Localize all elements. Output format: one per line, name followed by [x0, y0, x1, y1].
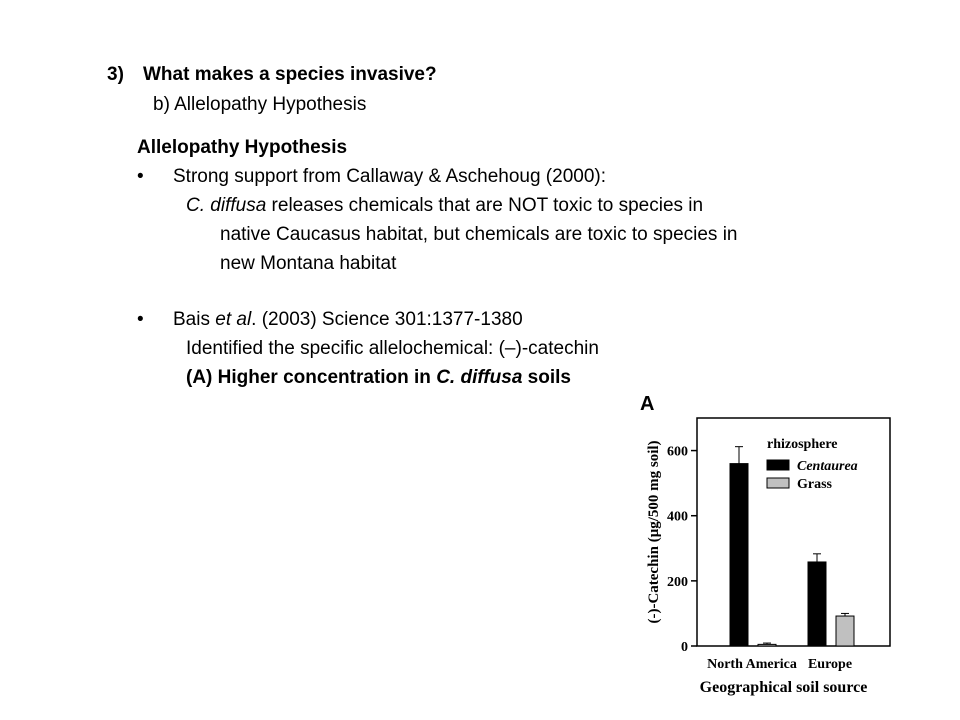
bullet-1: [137, 166, 606, 188]
legend-swatch-grass: [767, 478, 789, 488]
bullet-2-line-2: Identified the specific allelochemical: (–)-catechin: [186, 338, 599, 359]
y-tick-label: 0: [681, 640, 688, 655]
bar-grass-0: [758, 644, 776, 646]
legend-label-centaurea: Centaurea: [797, 459, 858, 474]
species-name: C. diffusa: [186, 195, 267, 216]
slide-subheading: b) Allelopathy Hypothesis: [153, 94, 367, 115]
bar-centaurea-0: [730, 464, 748, 646]
legend-label-grass: Grass: [797, 477, 832, 492]
x-axis-label: Geographical soil source: [699, 679, 868, 696]
y-tick-label: 200: [667, 574, 688, 590]
legend-swatch-centaurea: [767, 460, 789, 470]
y-tick-label: 600: [667, 444, 688, 460]
panel-label: A: [640, 393, 655, 415]
y-tick-label: 400: [667, 509, 688, 525]
x-tick-label: Europe: [807, 657, 853, 672]
y-axis-label: (-)-Catechin (μg/500 mg soil): [646, 440, 662, 624]
plot-frame: [697, 418, 890, 646]
bullet-symbol: •: [137, 166, 144, 187]
bar-grass-1: [836, 616, 854, 646]
bullet-1-text: Strong support from Callaway & Aschehoug (2000):: [173, 166, 607, 187]
x-tick-label: North America: [707, 657, 797, 672]
bullet-2-line-3: (A) Higher concentration in C. diffusa soils: [186, 367, 571, 388]
bullet-1-detail-line-2: native Caucasus habitat, but chemicals are toxic to species in: [220, 224, 738, 245]
heading-number: 3): [107, 64, 124, 85]
bullet-1-detail-line-3: new Montana habitat: [220, 253, 397, 274]
section-title: Allelopathy Hypothesis: [137, 137, 348, 158]
slide-heading: [107, 64, 437, 86]
legend-title: rhizosphere: [767, 437, 838, 452]
catechin-bar-chart: [600, 388, 900, 700]
bullet-symbol: •: [137, 309, 144, 330]
bar-centaurea-1: [808, 562, 826, 646]
bullet-1-detail-line-1: C. diffusa releases chemicals that are NOT toxic to species in: [186, 195, 704, 216]
bullet-2: • Bais et al. (2003) Science 301:1377-1380: [137, 309, 523, 330]
heading-text: What makes a species invasive?: [143, 64, 437, 85]
